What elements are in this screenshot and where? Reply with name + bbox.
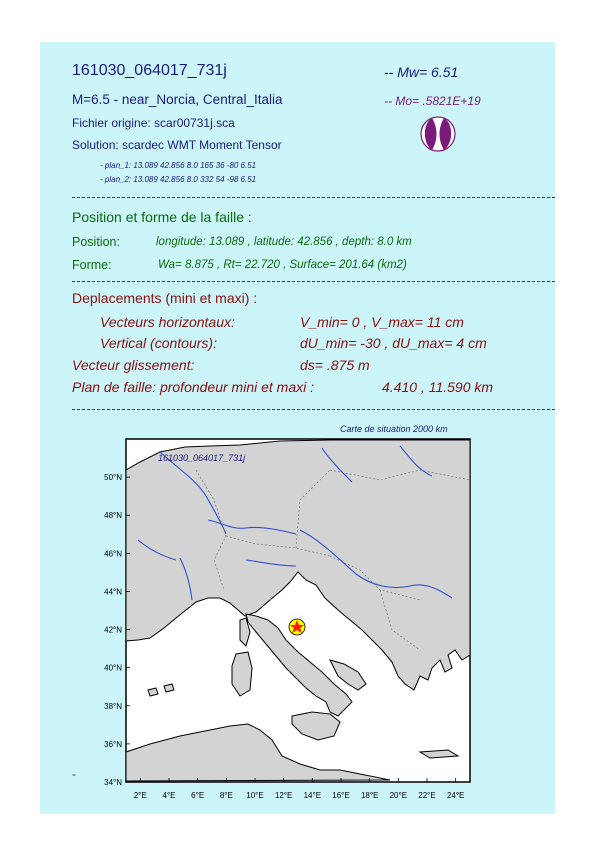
lon-tick-label: 18°E	[360, 791, 379, 800]
lon-tick-label: 12°E	[274, 791, 293, 800]
lon-tick-label: 22°E	[418, 791, 436, 800]
plane-depth-label: Plan de faille: profondeur mini et maxi :	[72, 379, 315, 395]
plan-1: - plan_1: 13.089 42.856 8.0 165 36 -80 6.51	[100, 161, 257, 170]
slip-label: Vecteur glissement:	[72, 357, 195, 373]
lon-tick-label: 14°E	[303, 791, 322, 800]
horizontal-value: V_min= 0 , V_max= 11 cm	[300, 314, 464, 330]
lon-tick-label: 8°E	[219, 791, 233, 800]
lat-tick-label: 40°N	[104, 663, 122, 673]
footer-mark: -	[72, 767, 76, 781]
lat-tick-label: 46°N	[104, 549, 122, 559]
epicenter-star	[289, 619, 305, 635]
lat-tick-label: 50°N	[104, 473, 122, 483]
position-value: longitude: 13.089 , latitude: 42.856 , depth: 8.0 km	[156, 236, 412, 248]
fault-heading: Position et forme de la faille :	[72, 209, 252, 225]
lat-tick-label: 42°N	[104, 625, 122, 635]
event-id: 161030_064017_731j	[72, 62, 227, 79]
mw-value: -- Mw= 6.51	[384, 64, 459, 80]
vertical-value: dU_min= -30 , dU_max= 4 cm	[300, 335, 487, 351]
land-sardinia	[232, 652, 252, 696]
mo-value: -- Mo= .5821E+19	[384, 94, 481, 108]
source-file: Fichier origine: scar00731j.sca	[72, 116, 235, 130]
region-title: M=6.5 - near_Norcia, Central_Italia	[72, 92, 283, 107]
lat-tick-label: 36°N	[104, 739, 122, 749]
lon-tick-label: 4°E	[162, 791, 176, 800]
map-caption: Carte de situation 2000 km	[340, 424, 448, 434]
lon-tick-label: 16°E	[332, 791, 350, 800]
vertical-label: Vertical (contours):	[100, 335, 217, 351]
map-frame	[126, 439, 470, 782]
lat-tick-label: 48°N	[104, 511, 122, 521]
lon-tick-label: 20°E	[389, 791, 408, 800]
position-label: Position:	[72, 235, 120, 249]
lon-tick-label: 10°E	[246, 791, 264, 800]
lat-tick-label: 34°N	[104, 778, 122, 787]
lon-tick-label: 24°E	[446, 791, 465, 800]
lat-tick-label: 38°N	[104, 701, 122, 711]
lon-tick-label: 6°E	[191, 791, 205, 800]
map-label: 161030_064017_731j	[158, 453, 246, 463]
horizontal-label: Vecteurs horizontaux:	[100, 314, 235, 330]
lon-tick-label: 2°E	[133, 791, 147, 800]
plane-depth-value: 4.410 , 11.590 km	[382, 379, 494, 395]
solution-label: Solution: scardec WMT Moment Tensor	[72, 138, 282, 152]
lat-tick-label: 44°N	[104, 587, 122, 597]
slip-value: ds= .875 m	[300, 357, 370, 373]
displacement-heading: Deplacements (mini et maxi) :	[72, 290, 258, 306]
forme-value: Wa= 8.875 , Rt= 22.720 , Surface= 201.64 (km2)	[158, 259, 407, 271]
forme-label: Forme:	[72, 258, 112, 272]
plan-2: - plan_2: 13.089 42.856 8.0 332 54 -98 6.51	[100, 175, 257, 184]
